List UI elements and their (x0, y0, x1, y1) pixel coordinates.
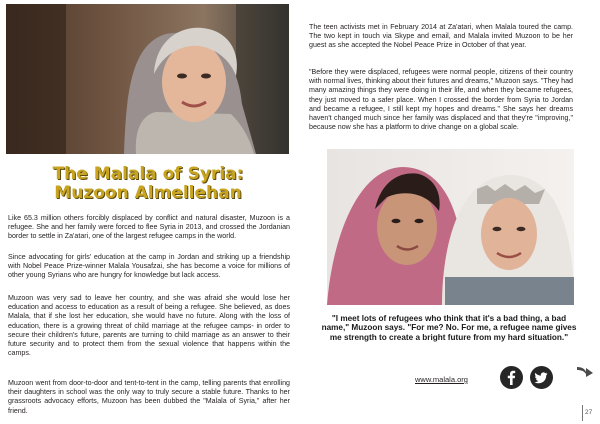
facebook-icon[interactable] (500, 366, 523, 389)
website-link[interactable]: www.malala.org (415, 375, 468, 384)
body-paragraph: The teen activists met in February 2014 at Za'atari, when Malala toured the camp. The two kept in touch via Skype and email, and Malala invited Muzoon to be her guest as she accepted the Nobel Peace Prize in October of that year. (309, 23, 573, 50)
body-paragraph: Muzoon was very sad to leave her country, and she was afraid she would lose her education and access to education as a result of being a refugee. She believed, as does Malala, that if she lost her education, she would have no future. Along with the loss of education, there is a growing threat of child marriage at the refugee camps- in order to secure their children's future, parents are turning to child marriage as an answer to their future security and to protect them from the sexual violence that happens within the camps. (8, 294, 290, 358)
article-title-line-2: Muzoon Almellehan (54, 183, 242, 203)
twitter-icon[interactable] (530, 366, 553, 389)
body-paragraph: Like 65.3 million others forcibly displaced by conflict and natural disaster, Muzoon is a refugee. She and her family were forced to flee Syria in 2013, and crossed the Jordanian border to settle in Za'atari, one of the largest refugee camps in the world. (8, 214, 290, 241)
body-paragraph: Since advocating for girls' education at the camp in Jordan and striking up a friendship with Nobel Peace Prize-winner Malala Yousafzai, she has become a voice for millions of other young Syrians who are hungry for knowledge but lack access. (8, 253, 290, 280)
pull-quote: "I meet lots of refugees who think that it's a bad thing, a bad name," Muzoon says. "For me? No. For me, a refugee name gives me strength to create a bright future from my hard situation." (321, 314, 577, 342)
muzoon-portrait-photo (6, 4, 289, 154)
malala-and-muzoon-photo (327, 149, 574, 305)
article-title-line-1: The Malala of Syria: (52, 164, 244, 184)
next-page-arrow-icon[interactable] (576, 364, 594, 378)
page-number: 27 (582, 405, 594, 421)
body-paragraph: "Before they were displaced, refugees were normal people, citizens of their country with normal lives, thinking about their futures and dreams," Muzoon says. "They had many amazing things they were doing in their life, and when they became refugees, they just moved to a safer place. When I crossed the border from Syria to Jordan and became a refugee, I still kept my hopes and dreams." She says her dreams haven't changed much since her family was displaced and that they're "improving," because now she has a platform to drive change on a global scale. (309, 68, 573, 132)
body-paragraph: Muzoon went from door-to-door and tent-to-tent in the camp, telling parents that enrolling their daughters in school was the only way to truly secure a stable future. Thanks to her grassroots advocacy efforts, Muzoon has been dubbed the "Malala of Syria," after her friend. (8, 379, 290, 415)
